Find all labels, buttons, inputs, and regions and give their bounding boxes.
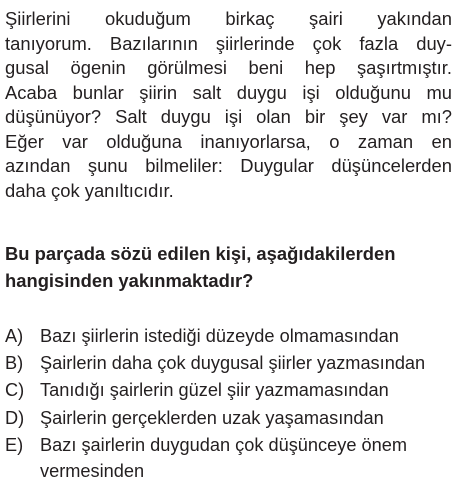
reading-passage — [5, 7, 452, 203]
question-stem — [5, 240, 452, 294]
option-text — [40, 350, 425, 376]
option-letter: D) — [5, 407, 25, 428]
question-line: hangisinden yakınmaktadır? — [5, 270, 254, 291]
option-text-line: Tanıdığı şairlerin güzel şiir yazmamasından — [40, 380, 389, 401]
option-text — [40, 323, 399, 349]
option-text-line: Şairlerin daha çok duygusal şiirler yazmasından — [40, 353, 426, 374]
option-letter: A) — [5, 326, 24, 346]
passage-line: düşünüyor? Salt duygu işi olan bir şey var mı? — [5, 106, 452, 127]
option-text — [40, 432, 407, 484]
option-c[interactable] — [5, 377, 457, 404]
option-letter: C) — [5, 380, 25, 401]
passage-line: gusal ögenin görülmesi beni hep şaşırtmıştır. — [5, 57, 452, 78]
passage-line: azından şunu bilmeliler: Duygular düşüncelerden — [5, 155, 452, 176]
passage-line: daha çok yanıltıcıdır. — [5, 179, 174, 201]
option-d[interactable] — [5, 405, 457, 432]
option-b[interactable] — [5, 350, 457, 377]
option-letter: B) — [5, 353, 24, 374]
option-text — [40, 405, 384, 431]
option-text-line: Bazı şairlerin duygudan çok düşünceye önem — [40, 434, 408, 455]
option-text — [40, 377, 389, 403]
option-text-line: vermesinden — [40, 460, 145, 481]
option-text-line: Bazı şiirlerin istediği düzeyde olmamasından — [40, 326, 399, 346]
passage-line: Acaba bunlar şiirin salt duygu işi olduğunu mu — [5, 81, 452, 103]
passage-line: Şiirlerini okuduğum birkaç şairi yakından — [5, 8, 452, 29]
option-letter: E) — [5, 434, 24, 455]
question-page — [5, 0, 457, 494]
answer-options — [5, 323, 457, 484]
question-line: Bu parçada sözü edilen kişi, aşağıdakilerden — [5, 243, 396, 264]
passage-line: Eğer var olduğuna inanıyorlarsa, o zaman en — [5, 130, 452, 152]
option-a[interactable] — [5, 323, 457, 350]
option-text-line: Şairlerin gerçeklerden uzak yaşamasından — [40, 407, 384, 428]
option-e[interactable] — [5, 432, 457, 484]
passage-line: tanıyorum. Bazılarının şiirlerinde çok fazla duy- — [5, 32, 452, 54]
